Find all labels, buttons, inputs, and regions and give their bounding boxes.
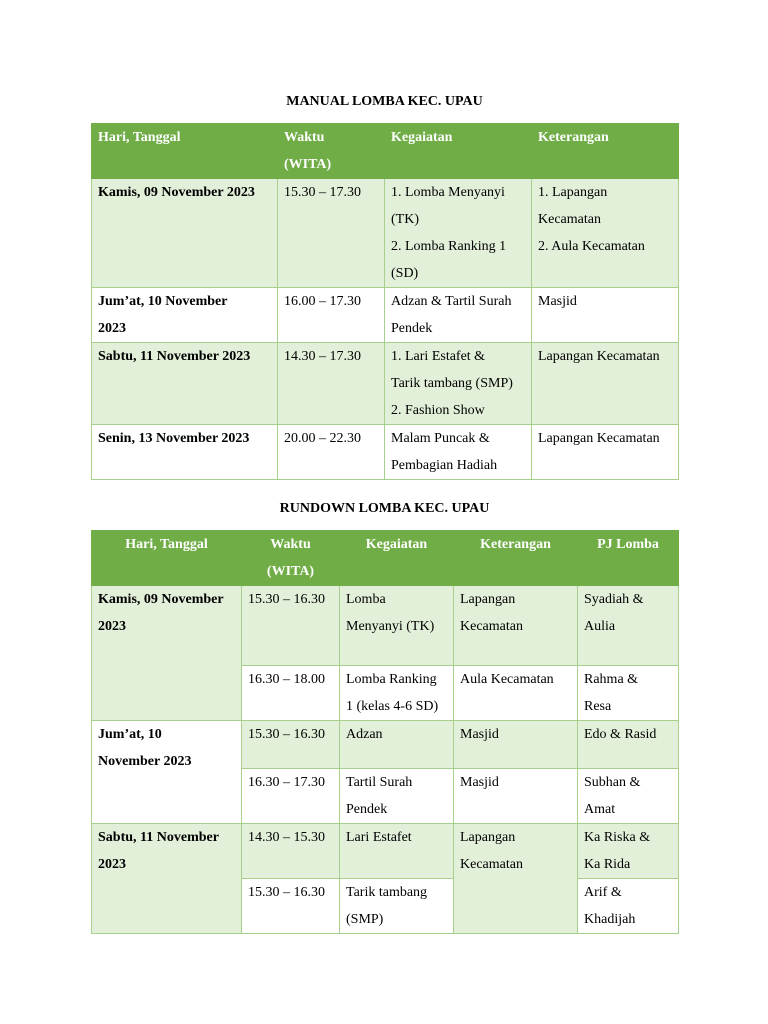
cell-line: Arif &: [584, 885, 622, 900]
header-waktu: [242, 531, 340, 586]
cell-line: Malam Puncak &: [391, 431, 490, 446]
cell-waktu: 15.30 – 16.30: [242, 586, 340, 666]
rundown-title: RUNDOWN LOMBA KEC. UPAU: [279, 501, 490, 516]
cell-hari: [92, 288, 278, 343]
cell-pj: Edo & Rasid: [578, 721, 679, 769]
cell-waktu: 16.30 – 18.00: [242, 666, 340, 721]
cell-pj: [578, 586, 679, 666]
header-keterangan: Keterangan: [532, 124, 679, 179]
header-hari-tanggal: Hari, Tanggal: [92, 124, 278, 179]
table-row: [92, 288, 679, 343]
cell-keterangan: Lapangan Kecamatan: [532, 425, 679, 480]
cell-keterangan: [454, 586, 578, 666]
header-kegiatan: Kegaiatan: [385, 124, 532, 179]
cell-hari: Sabtu, 11 November 2023: [92, 343, 278, 425]
cell-keterangan: Lapangan Kecamatan: [532, 343, 679, 425]
header-waktu-unit: (WITA): [266, 564, 315, 579]
cell-line: Ka Rida: [584, 857, 631, 872]
cell-line: November 2023: [98, 754, 192, 769]
cell-hari: Kamis, 09 November 2023: [92, 179, 278, 288]
cell-line: Sabtu, 11 November: [98, 830, 219, 845]
cell-line: Kecamatan: [460, 857, 523, 872]
cell-line: Pendek: [346, 802, 388, 817]
cell-line: (SD): [391, 266, 419, 281]
cell-line: Tartil Surah: [346, 775, 413, 790]
cell-waktu: 14.30 – 15.30: [242, 824, 340, 879]
cell-line: Adzan & Tartil Surah: [391, 294, 512, 309]
cell-line: Khadijah: [584, 912, 636, 927]
cell-pj: [578, 769, 679, 824]
cell-keterangan: [532, 179, 679, 288]
header-hari-tanggal: Hari, Tanggal: [92, 531, 242, 586]
cell-line: Resa: [584, 699, 612, 714]
manual-table: [91, 123, 679, 480]
header-keterangan: Keterangan: [454, 531, 578, 586]
cell-pj: [578, 824, 679, 879]
cell-waktu: 16.30 – 17.30: [242, 769, 340, 824]
cell-hari: [92, 824, 242, 934]
cell-line: 2023: [98, 857, 126, 872]
cell-waktu: 15.30 – 16.30: [242, 721, 340, 769]
cell-line: Subhan &: [584, 775, 641, 790]
cell-kegiatan: [385, 343, 532, 425]
manual-header-row: [92, 124, 679, 179]
header-waktu: [278, 124, 385, 179]
cell-line: Kecamatan: [538, 212, 601, 227]
table-row: [92, 179, 679, 288]
cell-line: 1. Lapangan: [538, 185, 608, 200]
cell-waktu: 20.00 – 22.30: [278, 425, 385, 480]
cell-line: Tarik tambang (SMP): [391, 376, 513, 391]
cell-line: 2. Aula Kecamatan: [538, 239, 645, 254]
cell-line: Lapangan: [460, 830, 516, 845]
cell-kegiatan: [385, 288, 532, 343]
cell-hari: [92, 721, 242, 824]
cell-kegiatan: [340, 586, 454, 666]
cell-line: Kecamatan: [460, 619, 523, 634]
header-waktu-unit: (WITA): [284, 157, 332, 172]
cell-line: Lapangan: [460, 592, 516, 607]
cell-line: (TK): [391, 212, 419, 227]
cell-line: 2. Fashion Show: [391, 403, 485, 418]
cell-line: Tarik tambang: [346, 885, 428, 900]
cell-keterangan: Masjid: [532, 288, 679, 343]
rundown-header-row: [92, 531, 679, 586]
cell-waktu: 15.30 – 16.30: [242, 879, 340, 934]
cell-kegiatan: Adzan: [340, 721, 454, 769]
cell-line: Syadiah &: [584, 592, 644, 607]
header-kegiatan: Kegaiatan: [340, 531, 454, 586]
cell-line: 2023: [98, 321, 126, 336]
cell-hari: Senin, 13 November 2023: [92, 425, 278, 480]
cell-hari: [92, 586, 242, 721]
cell-line: Rahma &: [584, 672, 639, 687]
cell-line: 2023: [98, 619, 126, 634]
cell-line: 2. Lomba Ranking 1: [391, 239, 507, 254]
cell-keterangan: Aula Kecamatan: [454, 666, 578, 721]
cell-line: Aulia: [584, 619, 616, 634]
cell-line: Jum’at, 10: [98, 727, 162, 742]
header-pj-lomba: PJ Lomba: [578, 531, 679, 586]
table-row: [92, 721, 679, 769]
cell-keterangan: [454, 824, 578, 934]
cell-line: Kamis, 09 November: [98, 592, 224, 607]
cell-line: (SMP): [346, 912, 384, 927]
cell-kegiatan: [340, 769, 454, 824]
cell-line: Menyanyi (TK): [346, 619, 435, 634]
cell-line: Jum’at, 10 November: [98, 294, 228, 309]
cell-kegiatan: [385, 179, 532, 288]
header-waktu-label: Waktu: [270, 537, 311, 552]
cell-line: Ka Riska &: [584, 830, 651, 845]
cell-kegiatan: [340, 879, 454, 934]
table-row: [92, 425, 679, 480]
cell-keterangan: Masjid: [454, 721, 578, 769]
cell-waktu: 16.00 – 17.30: [278, 288, 385, 343]
cell-line: 1 (kelas 4-6 SD): [346, 699, 439, 714]
cell-kegiatan: [340, 666, 454, 721]
cell-line: Pembagian Hadiah: [391, 458, 498, 473]
header-waktu-label: Waktu: [284, 130, 325, 145]
table-row: [92, 586, 679, 666]
cell-line: Lomba Ranking: [346, 672, 437, 687]
rundown-table: [91, 530, 679, 934]
cell-keterangan: Masjid: [454, 769, 578, 824]
manual-title: MANUAL LOMBA KEC. UPAU: [286, 94, 483, 109]
cell-line: Lomba: [346, 592, 386, 607]
cell-kegiatan: Lari Estafet: [340, 824, 454, 879]
table-row: [92, 343, 679, 425]
cell-kegiatan: [385, 425, 532, 480]
cell-line: 1. Lomba Menyanyi: [391, 185, 505, 200]
cell-waktu: 15.30 – 17.30: [278, 179, 385, 288]
cell-pj: [578, 879, 679, 934]
cell-pj: [578, 666, 679, 721]
table-row: [92, 824, 679, 879]
cell-line: 1. Lari Estafet &: [391, 349, 486, 364]
cell-line: Amat: [584, 802, 616, 817]
cell-waktu: 14.30 – 17.30: [278, 343, 385, 425]
cell-line: Pendek: [391, 321, 433, 336]
